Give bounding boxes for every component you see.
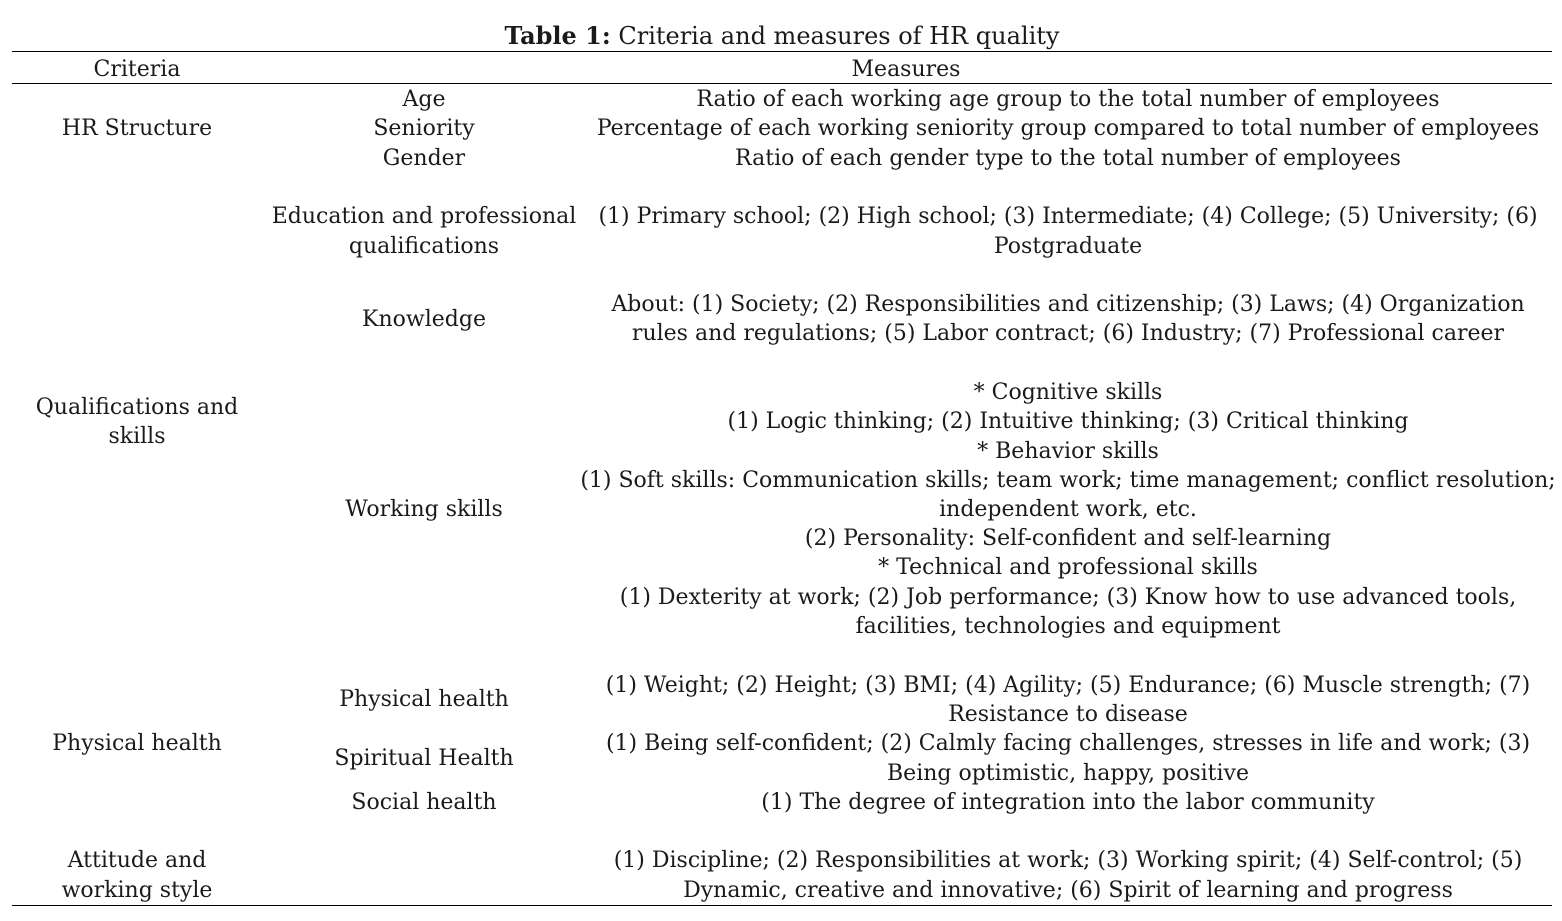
sub-education-line2: qualifications bbox=[348, 234, 500, 259]
measure-ws-behavior: * Behavior skills bbox=[977, 439, 1159, 464]
measure-ws-technical-list-line2: facilities, technologies and equipment bbox=[855, 614, 1281, 639]
sub-gender: Gender bbox=[382, 146, 466, 171]
measure-attitude: (1) Discipline; (2) Responsibilities at work; (3) Working spirit; (4) Self-control; (5) bbox=[613, 848, 1523, 873]
sub-spiritual-health: Spiritual Health bbox=[334, 746, 514, 771]
measure-ws-technical: * Technical and professional skills bbox=[878, 555, 1258, 580]
table-title-label: Table 1: bbox=[504, 21, 611, 50]
measure-age: Ratio of each working age group to the total number of employees bbox=[696, 87, 1440, 112]
sub-social-health: Social health bbox=[351, 790, 497, 815]
measure-gender: Ratio of each gender type to the total number of employees bbox=[735, 146, 1401, 171]
header-rule bbox=[12, 83, 1552, 84]
criteria-attitude: Attitude and bbox=[67, 848, 207, 873]
measure-ws-cognitive-list: (1) Logic thinking; (2) Intuitive thinking; (3) Critical thinking bbox=[727, 409, 1409, 434]
measure-ws-technical-list: (1) Dexterity at work; (2) Job performance; (3) Know how to use advanced tools, bbox=[619, 585, 1517, 610]
measure-ws-personality: (2) Personality: Self-confident and self-learning bbox=[804, 526, 1332, 551]
criteria-qualifications: Qualifications and bbox=[35, 395, 239, 420]
measure-physical-line2: Resistance to disease bbox=[948, 702, 1188, 727]
table-title bbox=[505, 20, 1060, 52]
header-criteria: Criteria bbox=[93, 57, 181, 82]
top-rule bbox=[12, 51, 1552, 52]
sub-working-skills: Working skills bbox=[345, 497, 503, 522]
measure-ws-soft-skills: (1) Soft skills: Communication skills; team work; time management; conflict resolution; bbox=[580, 468, 1556, 493]
measure-ws-cognitive: * Cognitive skills bbox=[973, 380, 1163, 405]
criteria-hr-structure: HR Structure bbox=[61, 116, 213, 141]
sub-education: Education and professional bbox=[271, 204, 577, 229]
criteria-attitude-line2: working style bbox=[61, 878, 213, 903]
measure-spiritual-line2: Being optimistic, happy, positive bbox=[887, 761, 1249, 786]
measure-attitude-line2: Dynamic, creative and innovative; (6) Spirit of learning and progress bbox=[683, 878, 1453, 903]
table-title-text: Criteria and measures of HR quality bbox=[618, 22, 1060, 50]
sub-age: Age bbox=[402, 87, 446, 112]
sub-seniority: Seniority bbox=[373, 116, 475, 141]
sub-knowledge: Knowledge bbox=[362, 307, 486, 332]
measure-education-line2: Postgraduate bbox=[993, 234, 1143, 259]
measure-education: (1) Primary school; (2) High school; (3) Intermediate; (4) College; (5) University; (6) bbox=[598, 204, 1538, 229]
measure-social: (1) The degree of integration into the labor community bbox=[761, 790, 1375, 815]
criteria-qualifications-line2: skills bbox=[108, 424, 166, 449]
measure-seniority: Percentage of each working seniority group compared to total number of employees bbox=[596, 116, 1540, 141]
measure-ws-soft-skills-line2: independent work, etc. bbox=[939, 497, 1197, 522]
header-measures: Measures bbox=[851, 57, 961, 82]
measure-physical: (1) Weight; (2) Height; (3) BMI; (4) Agility; (5) Endurance; (6) Muscle strength; (7) bbox=[605, 673, 1531, 698]
criteria-physical-health: Physical health bbox=[52, 731, 222, 756]
measure-knowledge: About: (1) Society; (2) Responsibilities and citizenship; (3) Laws; (4) Organization bbox=[611, 292, 1525, 317]
measure-spiritual: (1) Being self-confident; (2) Calmly facing challenges, stresses in life and work; (3) bbox=[605, 731, 1531, 756]
sub-physical-health: Physical health bbox=[339, 687, 509, 712]
measure-knowledge-line2: rules and regulations; (5) Labor contract; (6) Industry; (7) Professional career bbox=[631, 321, 1505, 346]
